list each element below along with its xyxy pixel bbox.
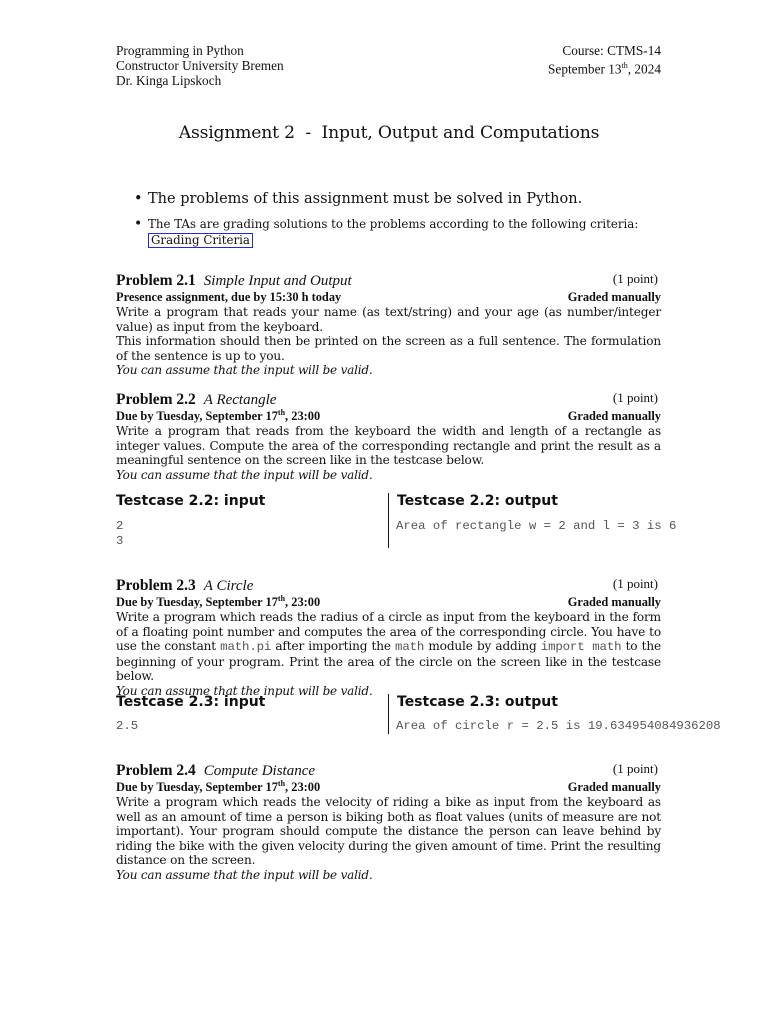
- course-code: Course: CTMS-14: [562, 43, 661, 58]
- testcase-input-header: Testcase 2.2: input: [116, 493, 266, 509]
- testcase-2-3: [116, 694, 756, 733]
- due-line: [116, 290, 661, 305]
- problem-2-3: [116, 575, 661, 699]
- due-date: Due by Tuesday, September 17th, 23:00: [116, 593, 321, 609]
- problem-number: Problem 2.4: [116, 762, 196, 779]
- problem-description: Write a program which reads the radius of a circle as input from the keyboard in the form of a floating point number and computes the area of the corresponding circle. You have to use the constant math.pi after importing the math module by adding import math to the beginning of your program. Print the area of the circle on the screen like in the testcase below.: [116, 610, 661, 684]
- course-name: Programming in Python: [116, 43, 244, 58]
- problem-name: A Circle: [203, 578, 254, 594]
- bullet-icon: •: [134, 191, 143, 207]
- problem-points: (1 point): [612, 390, 658, 405]
- problem-points: (1 point): [612, 576, 658, 591]
- validity-note: You can assume that the input will be valid.: [116, 683, 373, 698]
- due-line: [116, 409, 661, 424]
- problem-points: (1 point): [612, 271, 658, 286]
- course-info-left: [116, 43, 284, 88]
- grading-mode: Graded manually: [567, 290, 661, 304]
- inline-code: import math: [540, 640, 622, 655]
- bullet-icon: •: [134, 216, 143, 232]
- testcase-input: 2 3: [116, 519, 124, 548]
- problem-number: Problem 2.3: [116, 577, 196, 594]
- problem-2-2: [116, 389, 661, 482]
- testcase-input: 2.5: [116, 719, 139, 733]
- testcase-divider: [388, 493, 389, 548]
- testcase-output-header: Testcase 2.3: output: [397, 694, 558, 710]
- validity-note: You can assume that the input will be valid.: [116, 363, 373, 378]
- grading-mode: Graded manually: [567, 409, 661, 423]
- due-date: Due by Tuesday, September 17th, 23:00: [116, 407, 321, 423]
- course-info-right: [548, 43, 661, 76]
- instructor-name: Dr. Kinga Lipskoch: [116, 73, 222, 88]
- problem-name: Simple Input and Output: [203, 273, 352, 289]
- due-date: Due by Tuesday, September 17th, 23:00: [116, 778, 321, 794]
- problem-description: Write a program that reads from the keyboard the width and length of a rectangle as integer values. Compute the area of the corresponding rectangle and print the result as a meaningful sentence on the screen like in the testcase below.: [116, 424, 661, 468]
- due-line: [116, 780, 661, 795]
- problem-description-continued: This information should then be printed on the screen as a full sentence. The formulation of the sentence is up to you.: [116, 334, 661, 363]
- grading-criteria-link[interactable]: Grading Criteria: [148, 233, 253, 248]
- validity-note: You can assume that the input will be valid.: [116, 867, 373, 882]
- testcase-input-header: Testcase 2.3: input: [116, 694, 266, 710]
- grading-mode: Graded manually: [567, 780, 661, 794]
- testcase-output-header: Testcase 2.2: output: [397, 493, 558, 509]
- testcase-2-2: [116, 493, 756, 548]
- problem-description: Write a program which reads the velocity of riding a bike as input from the keyboard as well as an amount of time a person is biking both as float values (units of measure are not important). Your program should compute the distance the person can leave behind by riding the bike with the given velocity during the given amount of time. Print the resulting distance on the screen.: [116, 795, 661, 868]
- problem-name: A Rectangle: [203, 392, 277, 408]
- instructions-list: [134, 191, 664, 248]
- problem-2-4: [116, 760, 661, 883]
- problem-number: Problem 2.1: [116, 272, 196, 289]
- inline-code: math: [395, 640, 425, 655]
- validity-note: You can assume that the input will be valid.: [116, 467, 373, 482]
- list-item: • The TAs are grading solutions to the problems according to the following criteria: Grading Criteria: [134, 216, 639, 247]
- problem-2-1: [116, 270, 661, 378]
- problem-number: Problem 2.2: [116, 391, 196, 408]
- due-date: Presence assignment, due by 15:30 h today: [116, 290, 342, 304]
- assignment-date: September 13th, 2024: [548, 61, 661, 77]
- due-line: [116, 595, 661, 610]
- problem-points: (1 point): [612, 761, 658, 776]
- testcase-divider: [388, 694, 389, 734]
- list-item: • The problems of this assignment must be solved in Python.: [134, 191, 583, 207]
- page-title: Assignment 2 - Input, Output and Computations: [178, 123, 600, 143]
- inline-code: math.pi: [220, 640, 272, 655]
- university-name: Constructor University Bremen: [116, 58, 284, 73]
- testcase-output: Area of rectangle w = 2 and l = 3 is 6: [396, 519, 677, 533]
- problem-name: Compute Distance: [203, 763, 316, 779]
- grading-mode: Graded manually: [567, 595, 661, 609]
- testcase-output: Area of circle r = 2.5 is 19.634954084936208: [396, 719, 721, 733]
- problem-description: Write a program that reads your name (as text/string) and your age (as number/integer value) as input from the keyboard.: [116, 305, 661, 334]
